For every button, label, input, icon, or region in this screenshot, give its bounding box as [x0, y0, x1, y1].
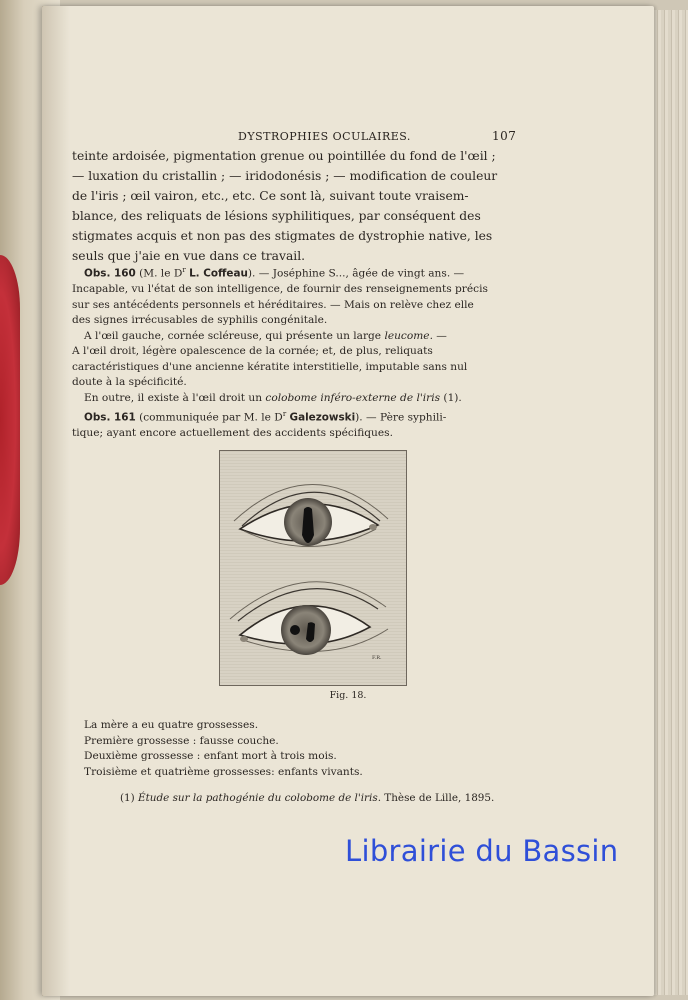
footnote-rest: . Thèse de Lille, 1895.	[377, 792, 495, 804]
intro-paragraph	[72, 146, 512, 266]
text-line: caractéristiques d'une ancienne kératite interstitielle, imputable sans nul	[72, 360, 468, 373]
text-line: doute à la spécificité.	[72, 376, 187, 389]
seller-watermark: Librairie du Bassin	[345, 834, 619, 868]
eyes-illustration	[220, 451, 406, 685]
text-line: tique; ayant encore actuellement des accidents spécifiques.	[72, 427, 393, 440]
text-run: (1).	[440, 391, 462, 404]
figure-18-engraving	[219, 450, 407, 686]
text-line: Incapable, vu l'état de son intelligence, de fournir des renseignements précis	[72, 283, 488, 296]
obs161-pre: (communiquée par M. le D	[139, 411, 283, 424]
text-line: A l'œil droit, légère opalescence de la cornée; et, de plus, reliquats	[72, 345, 433, 358]
text-line: teinte ardoisée, pigmentation grenue ou pointillée du fond de l'œil ;	[72, 149, 496, 163]
text-line: — luxation du cristallin ; — iridodonésis ; — modification de couleur	[72, 169, 498, 183]
footnote-title: Étude sur la pathogénie du colobome de l'iris	[138, 792, 378, 804]
obs161-heading-line	[72, 407, 518, 426]
obs161-author: Galezowski	[289, 411, 356, 424]
colobome-term: colobome inféro-externe de l'iris	[265, 391, 441, 404]
obs160-sup: r	[182, 266, 186, 274]
red-cover-edge	[0, 255, 20, 585]
obs160-author: L. Coffeau	[189, 267, 248, 280]
text-line: de l'iris ; œil vairon, etc., etc. Ce sont là, suivant toute vraisem-	[72, 189, 469, 203]
engraver-initials: F.R.	[372, 655, 382, 661]
text-line: Deuxième grossesse : enfant mort à trois mois.	[84, 750, 337, 762]
text-run: A l'œil gauche, cornée scléreuse, qui présente un large	[84, 329, 385, 342]
text-line: sur ses antécédents personnels et héréditaires. — Mais on relève chez elle	[72, 298, 474, 311]
text-run: . —	[429, 329, 447, 342]
obs160-pre: (M. le D	[139, 267, 183, 280]
text-run: En outre, il existe à l'œil droit un	[84, 391, 266, 404]
obs161-sup: r	[282, 410, 287, 418]
page-gutter-shadow	[42, 6, 70, 996]
running-title: DYSTROPHIES OCULAIRES.	[238, 130, 411, 143]
leucome-term: leucome	[384, 329, 430, 342]
text-line: La mère a eu quatre grossesses.	[84, 719, 259, 731]
text-line: blance, des reliquats de lésions syphilitiques, par conséquent des	[72, 209, 481, 223]
obs160-post: ). — Joséphine S..., âgée de vingt ans. —	[247, 267, 465, 280]
text-line: des signes irrécusables de syphilis congénitale.	[72, 314, 328, 327]
footnote	[120, 792, 530, 804]
figure-caption: Fig. 18.	[329, 690, 367, 701]
observation-161	[72, 407, 518, 442]
obs160-heading-line	[72, 263, 518, 282]
observation-160	[72, 263, 518, 406]
obs160-label: Obs. 160	[84, 267, 136, 280]
obs160-para2-first	[72, 329, 518, 345]
obs160-para3	[72, 391, 518, 407]
text-line: Première grossesse : fausse couche.	[84, 734, 279, 747]
page-number: 107	[492, 129, 517, 143]
text-line: Troisième et quatrième grossesses: enfants vivants.	[84, 765, 363, 778]
text-line: stigmates acquis et non pas des stigmates de dystrophie native, les	[72, 229, 493, 243]
text-line: seuls que j'aie en vue dans ce travail.	[72, 249, 306, 263]
footnote-marker: (1)	[120, 792, 139, 804]
obs161-label: Obs. 161	[84, 411, 136, 424]
obs161-post: ). — Père syphili-	[355, 411, 447, 424]
pregnancy-list	[72, 718, 492, 780]
